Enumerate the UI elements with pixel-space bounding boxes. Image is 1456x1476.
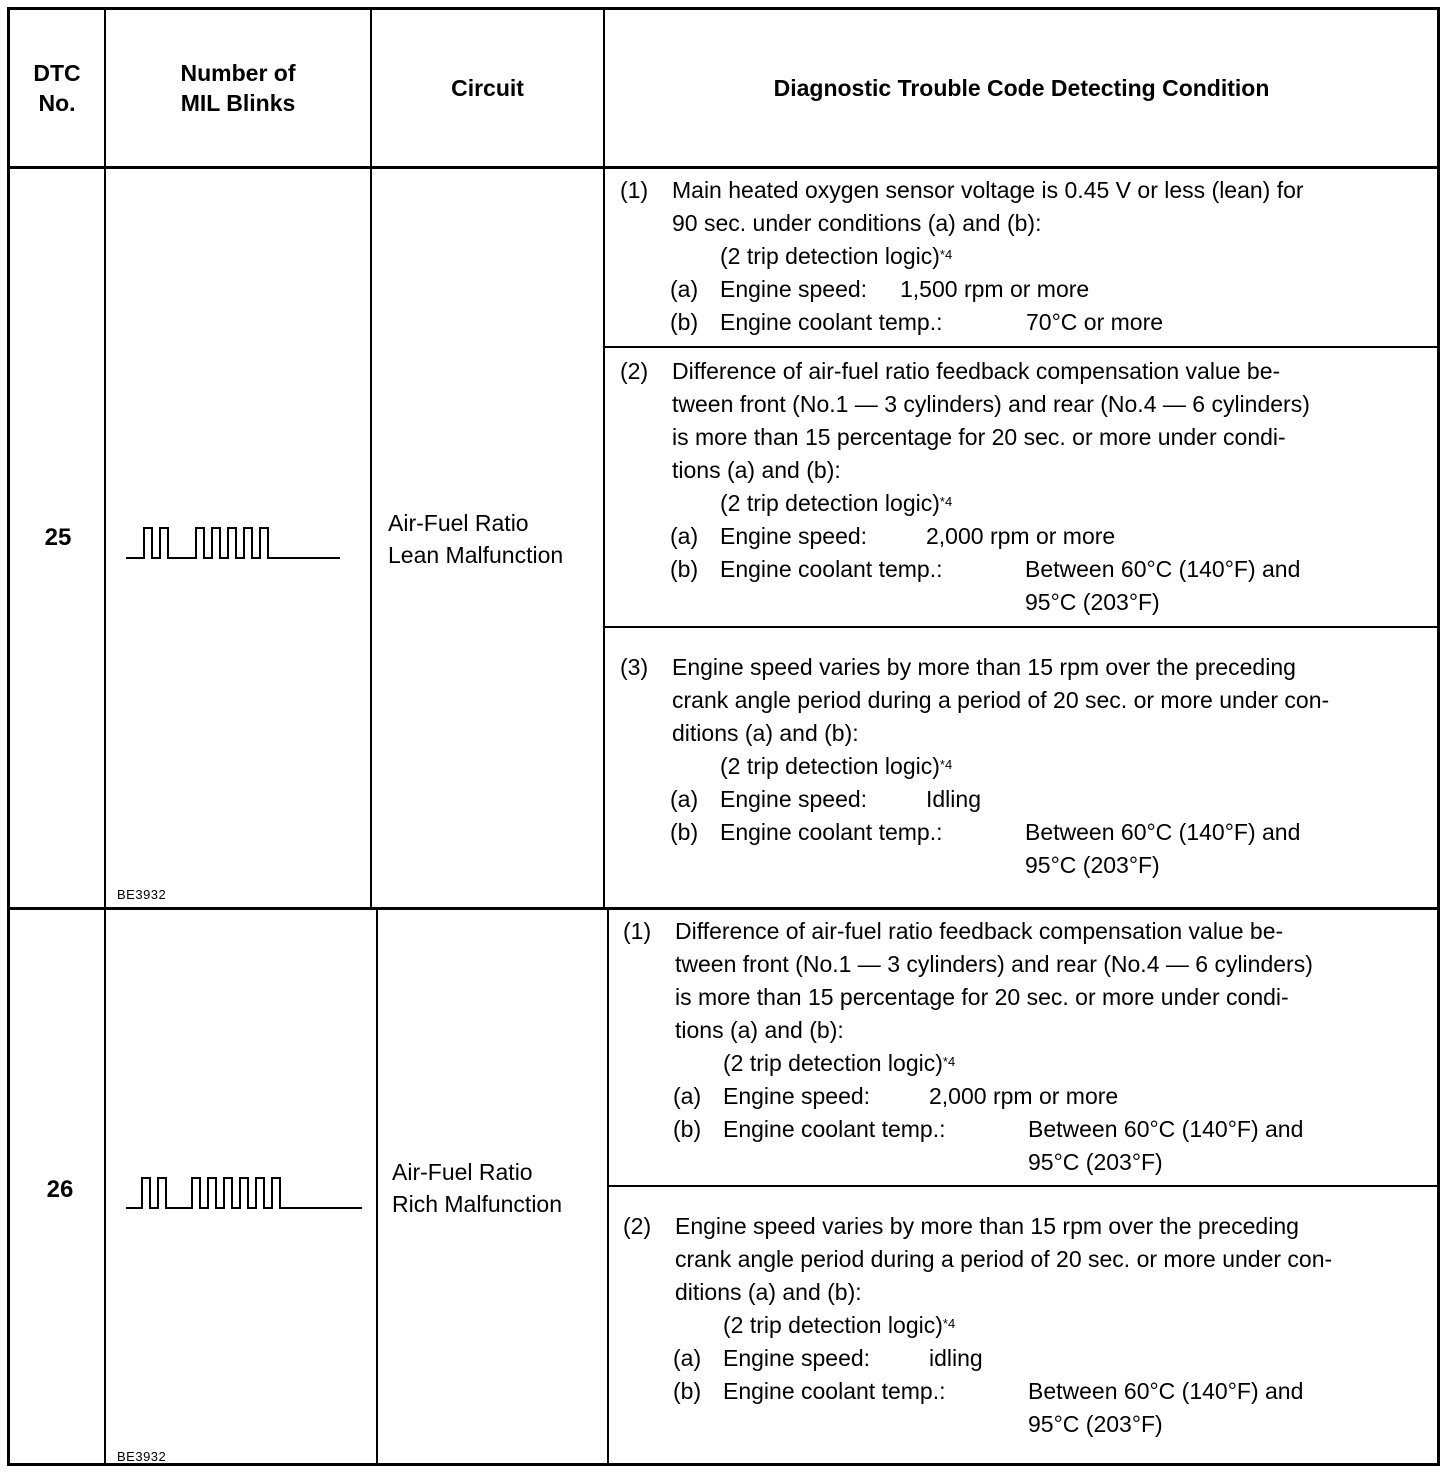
header-detecting-condition: Diagnostic Trouble Code Detecting Condition xyxy=(773,75,1270,101)
figure-code: BE3932 xyxy=(117,887,167,902)
header-dtc-no: DTC No. xyxy=(33,60,81,116)
row-divider xyxy=(9,907,1438,910)
column-divider xyxy=(376,908,378,1464)
circuit-name: Air-Fuel Ratio Rich Malfunction xyxy=(392,1159,563,1217)
figure-code: BE3932 xyxy=(117,1449,167,1464)
condition-block: (2) Engine speed varies by more than 15 rpm over the preceding crank angle period during a period of 20 sec. or more under con- ditions (a) and (b): (2 trip detection logic)$^{*4}$ (a) Engine speed: idling (b) Engine coolant temp.: Between 60°C (140°F) and 95°C (203°F) xyxy=(623,1213,1333,1437)
dtc-number: 26 xyxy=(46,1176,74,1203)
condition-divider xyxy=(605,346,1438,348)
condition-block: (1) Main heated oxygen sensor voltage is 0.45 V or less (lean) for 90 sec. under conditions (a) and (b): (2 trip detection logic)$^{*4}$ (a) Engine speed: 1,500 rpm or more (b) Engine coolant temp.: 70°C or more xyxy=(620,177,1304,335)
circuit-name: Air-Fuel Ratio Lean Malfunction xyxy=(388,510,564,568)
header-divider xyxy=(9,166,1438,169)
condition-block: (2) Difference of air-fuel ratio feedback compensation value be- tween front (No.1 — 3 cylinders) and rear (No.4 — 6 cylinders) is more than 15 percentage for 20 sec. or more under condi- tions (a) and (b): (2 trip detection logic)$^{*4}$ (a) Engine speed: 2,000 rpm or more (b) Engine coolant temp.: Between 60°C (140°F) and 95°C (203°F) xyxy=(620,358,1310,615)
condition-block: (3) Engine speed varies by more than 15 rpm over the preceding crank angle period during a period of 20 sec. or more under con- ditions (a) and (b): (2 trip detection logic)$^{*4}$ (a) Engine speed: Idling (b) Engine coolant temp.: Between 60°C (140°F) and 95°C (203°F) xyxy=(620,654,1330,878)
mil-blink-waveform-icon xyxy=(126,520,346,564)
header-mil-blinks: Number of MIL Blinks xyxy=(180,60,296,116)
column-divider xyxy=(104,9,106,1464)
mil-blink-waveform-icon xyxy=(126,1170,366,1214)
condition-divider xyxy=(605,626,1438,628)
header-circuit: Circuit xyxy=(451,75,524,101)
condition-block: (1) Difference of air-fuel ratio feedback compensation value be- tween front (No.1 — 3 cylinders) and rear (No.4 — 6 cylinders) is more than 15 percentage for 20 sec. or more under condi- tions (a) and (b): (2 trip detection logic)$^{*4}$ (a) Engine speed: 2,000 rpm or more (b) Engine coolant temp.: Between 60°C (140°F) and 95°C (203°F) xyxy=(623,918,1313,1175)
condition-divider xyxy=(609,1185,1438,1187)
dtc-number: 25 xyxy=(44,524,72,551)
